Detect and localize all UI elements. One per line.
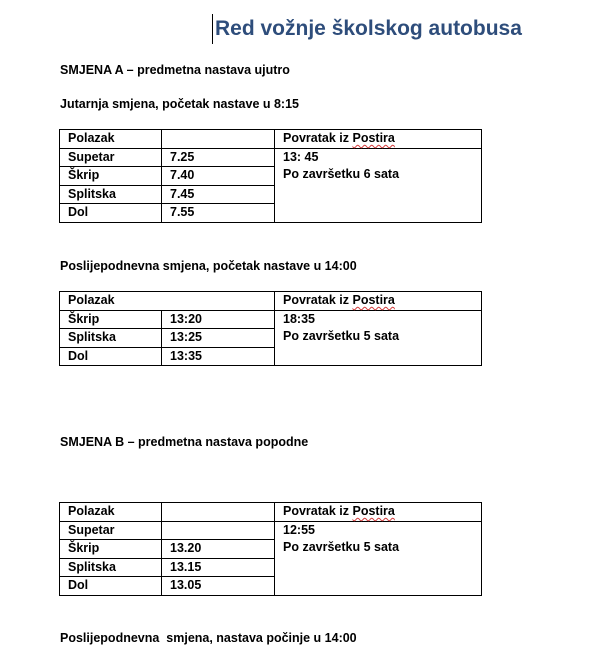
stop-name: Dol — [60, 577, 162, 596]
header-return — [275, 503, 482, 522]
header-empty — [162, 130, 275, 149]
header-empty — [162, 503, 275, 522]
return-time: 12:55 — [283, 522, 315, 537]
departure-time: 13.05 — [162, 577, 275, 596]
departure-time — [162, 521, 275, 540]
stop-name: Dol — [60, 204, 162, 223]
departure-time: 7.25 — [162, 148, 275, 167]
return-place: Postira — [352, 504, 395, 518]
table-row — [60, 521, 482, 540]
header-departure: Polazak — [60, 503, 162, 522]
header-return — [275, 292, 482, 311]
return-time: 18:35 — [283, 311, 315, 326]
return-note: Po završetku 5 sata — [283, 328, 400, 343]
departure-time: 13:20 — [162, 310, 275, 329]
stop-name: Splitska — [60, 329, 162, 348]
stop-name: Dol — [60, 347, 162, 366]
stop-name: Škrip — [60, 540, 162, 559]
return-place: Postira — [352, 131, 395, 145]
return-cell — [275, 310, 482, 366]
table-row — [60, 310, 482, 329]
return-note: Po završetku 5 sata — [283, 539, 400, 554]
morning-shift-heading: Jutarnja smjena, početak nastave u 8:15 — [60, 97, 299, 111]
table-header-row — [60, 130, 482, 149]
departure-time: 7.55 — [162, 204, 275, 223]
return-label: Povratak iz — [283, 131, 353, 145]
departure-time: 13.15 — [162, 558, 275, 577]
departure-time: 13.20 — [162, 540, 275, 559]
stop-name: Supetar — [60, 521, 162, 540]
afternoon-shift-b-heading: Poslijepodnevna smjena, nastava počinje u 14:00 — [60, 631, 357, 645]
header-return — [275, 130, 482, 149]
stop-name: Škrip — [60, 167, 162, 186]
return-time: 13: 45 — [283, 149, 319, 164]
departure-time: 7.45 — [162, 185, 275, 204]
return-cell — [275, 521, 482, 595]
table-header-row — [60, 292, 482, 311]
morning-schedule-table — [59, 129, 482, 223]
table-row — [60, 148, 482, 167]
return-label: Povratak iz — [283, 293, 353, 307]
shift-a-heading: SMJENA A – predmetna nastava ujutro — [60, 63, 290, 77]
stop-name: Splitska — [60, 558, 162, 577]
stop-name: Splitska — [60, 185, 162, 204]
header-departure: Polazak — [60, 130, 162, 149]
return-place: Postira — [352, 293, 395, 307]
header-departure: Polazak — [60, 292, 275, 311]
return-cell — [275, 148, 482, 222]
departure-time: 13:25 — [162, 329, 275, 348]
departure-time: 13:35 — [162, 347, 275, 366]
table-header-row — [60, 503, 482, 522]
stop-name: Supetar — [60, 148, 162, 167]
stop-name: Škrip — [60, 310, 162, 329]
shift-b-schedule-table — [59, 502, 482, 596]
departure-time: 7.40 — [162, 167, 275, 186]
shift-b-heading: SMJENA B – predmetna nastava popodne — [60, 435, 309, 449]
return-label: Povratak iz — [283, 504, 353, 518]
return-note: Po završetku 6 sata — [283, 166, 400, 181]
afternoon-schedule-table — [59, 291, 482, 366]
document-title: Red vožnje školskog autobusa — [212, 14, 522, 44]
afternoon-shift-heading: Poslijepodnevna smjena, početak nastave u 14:00 — [60, 259, 357, 273]
